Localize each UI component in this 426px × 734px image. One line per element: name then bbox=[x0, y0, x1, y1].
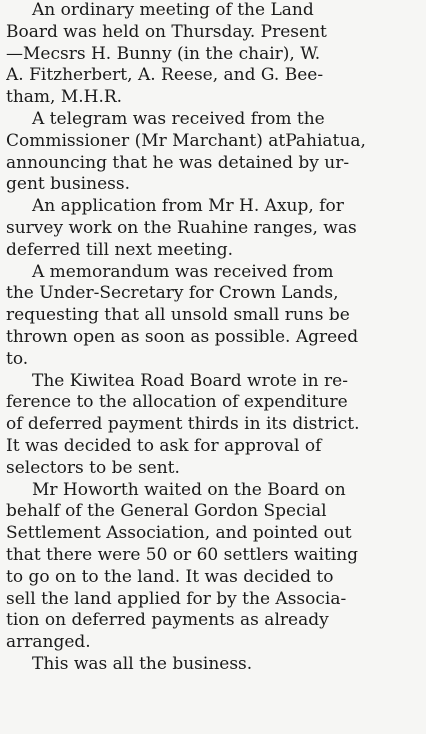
article-body bbox=[6, 0, 420, 676]
article-line: to. bbox=[6, 348, 29, 369]
article-line: announcing that he was detained by ur- bbox=[6, 152, 350, 173]
article-line: requesting that all unsold small runs be bbox=[6, 305, 350, 326]
article-line: It was decided to ask for approval of bbox=[6, 435, 322, 456]
article-line: Board was held on Thursday. Present bbox=[6, 21, 327, 42]
article-line: A memorandum was received from bbox=[32, 261, 334, 282]
article-line: A. Fitzherbert, A. Reese, and G. Bee- bbox=[6, 65, 324, 86]
article-line: thrown open as soon as possible. Agreed bbox=[6, 326, 359, 347]
article-line: sell the land applied for by the Associa- bbox=[6, 588, 347, 609]
article-line: to go on to the land. It was decided to bbox=[6, 566, 334, 587]
article-line: gent business. bbox=[6, 174, 130, 195]
article-line: behalf of the General Gordon Special bbox=[6, 501, 327, 522]
article-line: that there were 50 or 60 settlers waiting bbox=[6, 544, 359, 565]
article-line: Settlement Association, and pointed out bbox=[6, 523, 352, 544]
article-line: arranged. bbox=[6, 632, 91, 653]
article-line: the Under-Secretary for Crown Lands, bbox=[6, 283, 339, 304]
article-line: Mr Howorth waited on the Board on bbox=[32, 479, 346, 500]
article-line: An application from Mr H. Axup, for bbox=[32, 196, 344, 217]
article-line: This was all the business. bbox=[32, 653, 253, 674]
article-line: survey work on the Ruahine ranges, was bbox=[6, 217, 357, 238]
article-line: deferred till next meeting. bbox=[6, 239, 234, 260]
article-line: Commissioner (Mr Marchant) atPahiatua, bbox=[6, 130, 366, 151]
article-line: —Mecsrs H. Bunny (in the chair), W. bbox=[6, 43, 321, 64]
article-line: A telegram was received from the bbox=[32, 108, 325, 129]
article-line: An ordinary meeting of the Land bbox=[32, 0, 314, 20]
article-line: The Kiwitea Road Board wrote in re- bbox=[32, 370, 348, 391]
article-line: selectors to be sent. bbox=[6, 457, 180, 478]
article-line: ference to the allocation of expenditure bbox=[6, 392, 348, 413]
article-line: of deferred payment thirds in its district. bbox=[6, 414, 360, 435]
article-line: tion on deferred payments as already bbox=[6, 610, 329, 631]
article-line: tham, M.H.R. bbox=[6, 87, 123, 108]
